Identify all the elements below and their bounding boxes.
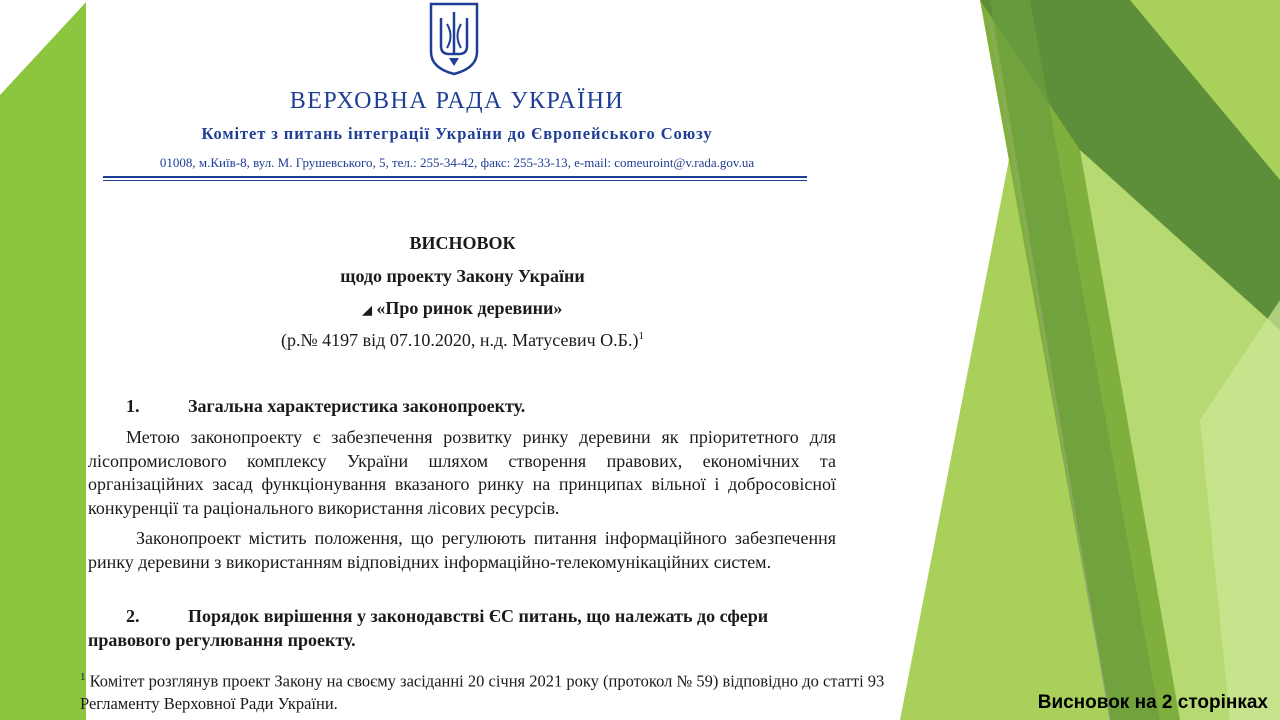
section2-title-line1: Порядок вирішення у законодавстві ЄС питань, що належать до сфери xyxy=(188,606,769,626)
law-name: «Про ринок деревини» xyxy=(376,298,563,318)
paragraph-provisions: Законопроект містить положення, що регулюють питання інформаційного забезпечення ринку деревини з використанням відповідних інформаційно-телекомунікаційних систем. xyxy=(88,528,836,572)
slide-caption: Висновок на 2 сторінках xyxy=(1037,692,1268,713)
header-rule-thin xyxy=(103,180,807,181)
section2-title-line2: правового регулювання проекту. xyxy=(88,630,356,650)
contact-address: 01008, м.Київ-8, вул. М. Грушевського, 5, тел.: 255-34-42, факс: 255-33-13, e-mail: comeuroint@v.rada.gov.ua xyxy=(159,155,755,170)
law-name-line xyxy=(90,298,835,319)
header-rule-thick xyxy=(103,176,807,178)
document-title: ВИСНОВОК xyxy=(409,233,516,253)
triangle-marker-icon: ◢ xyxy=(362,303,372,317)
document-subtitle: щодо проекту Закону України xyxy=(340,266,585,286)
footnote xyxy=(80,666,940,715)
reference-footnote-mark: 1 xyxy=(638,330,644,342)
footnote-mark: 1 xyxy=(80,671,86,683)
bill-reference: (р.№ 4197 від 07.10.2020, н.д. Матусевич О.Б.) xyxy=(281,330,639,350)
footnote-text: Комітет розглянув проект Закону на своєму засіданні 20 січня 2021 року (протокол № 59) відповідно до статті 93 Регламенту Верховної Ради України. xyxy=(80,671,885,713)
trident-coat-of-arms-icon xyxy=(427,2,481,76)
reference-line xyxy=(90,330,835,351)
section1-title: Загальна характеристика законопроекту. xyxy=(188,396,526,416)
institution-title: ВЕРХОВНА РАДА УКРАЇНИ xyxy=(289,88,625,114)
section2-number: 2. xyxy=(126,606,140,626)
committee-name: Комітет з питань інтеграції України до Європейського Союзу xyxy=(201,124,713,143)
paragraph-purpose: Метою законопроекту є забезпечення розвитку ринку деревини як пріоритетного для лісопромислового комплексу України шляхом створення правових, економічних та організаційних засад функціонування вказаного ринку на принципах вільної і добросовісної конкуренції та раціонального використання лісових ресурсів. xyxy=(88,427,836,518)
section1-number: 1. xyxy=(126,396,140,416)
